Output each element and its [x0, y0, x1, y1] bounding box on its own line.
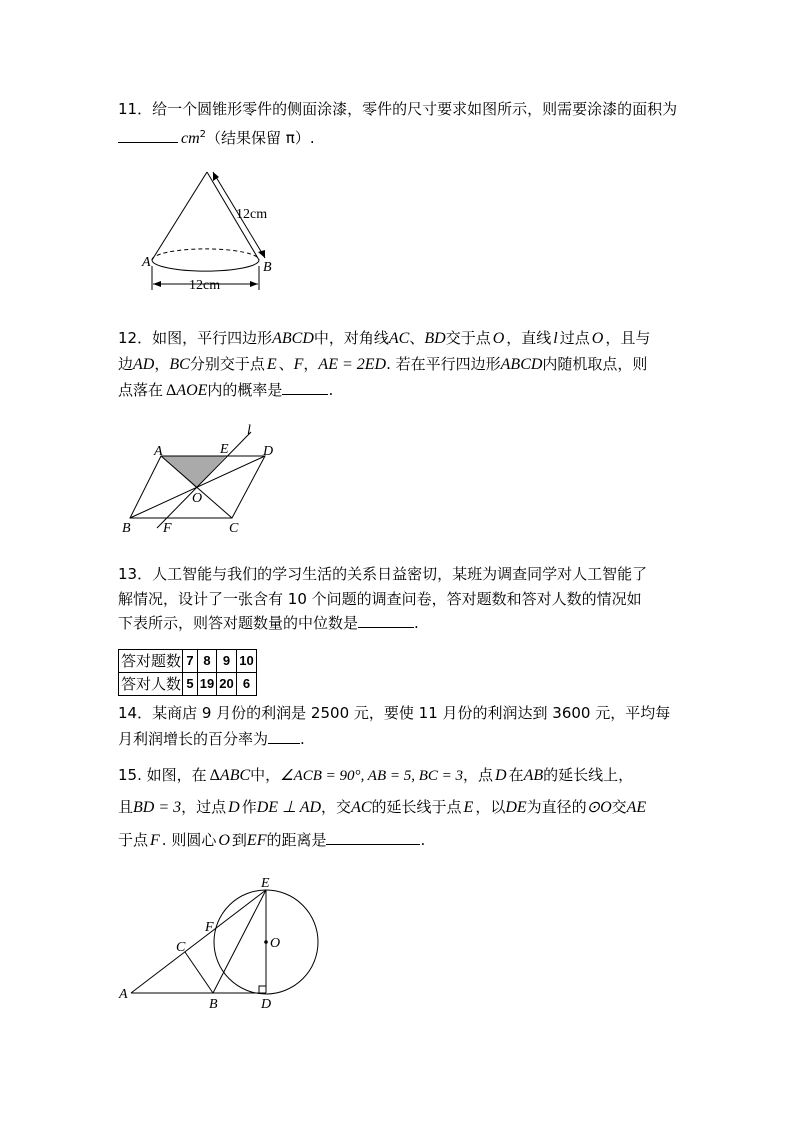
q12-text: 点落在	[118, 381, 164, 399]
circle-label-B: B	[209, 997, 218, 1012]
q15-math: ∠ACB = 90°	[280, 768, 361, 784]
q12-math: AOE	[176, 382, 208, 399]
q12-math: E	[266, 356, 277, 373]
table-cell: 8	[198, 650, 217, 673]
q12-line-1	[118, 328, 650, 349]
q12-text: 12．如图，平行四边形	[118, 329, 273, 347]
q12-math: O	[492, 330, 505, 347]
q12-text: ，且与	[605, 329, 651, 347]
q15-text: .	[420, 831, 426, 849]
q15-text: 中，	[250, 766, 281, 784]
table-cell: 7	[183, 650, 198, 673]
center-dot-O	[264, 940, 268, 944]
table-cell: 20	[217, 673, 237, 696]
q15-math: ⊙O	[586, 799, 612, 816]
q12-text: ，直线	[506, 329, 552, 347]
q15-math: AC	[351, 799, 372, 816]
q15-text: 且	[118, 798, 134, 816]
cone-base-back	[152, 249, 259, 260]
q12-math: BC	[169, 356, 190, 373]
q11-unit-sup: 2	[199, 129, 207, 140]
para-label-D: D	[263, 444, 274, 459]
para-label-O: O	[192, 491, 203, 506]
q15-text: 的延长线于点	[371, 798, 462, 816]
q15-text: 的延长线上，	[543, 766, 634, 784]
q15-text: 的距离是	[266, 831, 327, 849]
right-angle-mark	[259, 986, 266, 993]
q15-math: O	[218, 832, 230, 849]
q15-text: 到	[231, 831, 247, 849]
para-label-B: B	[122, 521, 131, 536]
table-cell: 10	[237, 650, 257, 673]
circle-label-D: D	[261, 997, 272, 1012]
q12-text: 中，对角线	[313, 329, 389, 347]
q15-math: D	[228, 799, 240, 816]
q12-text: 过点	[559, 329, 590, 347]
q15-text: 15. 如图，在	[118, 766, 207, 784]
q15-text: ，过点	[181, 798, 227, 816]
cone-figure	[141, 172, 272, 293]
circle-label-F: F	[205, 920, 214, 935]
q15-text: 作	[241, 798, 257, 816]
table-cell: 5	[183, 673, 198, 696]
q15-text: 于点	[118, 831, 149, 849]
q14-answer-blank[interactable]	[268, 729, 300, 744]
q14-line-2	[118, 729, 305, 749]
q13-data-table	[118, 649, 257, 696]
q12-text: 、	[278, 355, 294, 373]
shaded-triangle-AOE	[161, 456, 226, 488]
q15-math: AE	[626, 799, 647, 816]
q15-math: DE ⊥ AD	[256, 799, 322, 816]
cone-base-label: 12cm	[189, 278, 221, 293]
q15-text: ，以	[475, 798, 506, 816]
q12-text: .	[328, 381, 334, 399]
table-cell: 6	[237, 673, 257, 696]
segment-BC	[185, 952, 213, 993]
q15-text: ，交	[321, 798, 352, 816]
q11-tail: （结果保留 π）.	[206, 129, 315, 147]
q15-text: 在	[508, 766, 524, 784]
q12-answer-blank[interactable]	[282, 380, 328, 395]
cone-label-A: A	[142, 255, 151, 270]
q12-math: l	[553, 330, 558, 347]
table-header-people: 答对人数	[119, 673, 183, 696]
circle-label-C: C	[176, 940, 186, 955]
q15-text: 为直径的	[526, 798, 587, 816]
q15-math: DE	[505, 799, 527, 816]
q15-line-2	[118, 797, 646, 818]
table-cell: 9	[217, 650, 237, 673]
q12-math: BD	[424, 330, 446, 347]
q15-math: ABC	[219, 767, 251, 784]
q15-math: F	[150, 832, 160, 849]
cone-left-edge	[152, 172, 207, 260]
q15-math: Δ	[209, 767, 220, 784]
q15-line-1	[118, 765, 633, 786]
q11-text: 11．给一个圆锥形零件的侧面涂漆，零件的尺寸要求如图所示，则需要涂漆的面积为	[118, 100, 678, 118]
q12-math: Δ	[166, 382, 177, 399]
q15-math: BD = 3	[133, 799, 182, 816]
q12-math: AE = 2ED	[318, 356, 387, 373]
cone-label-B: B	[263, 260, 272, 275]
q15-math: , AB = 5, BC = 3	[360, 768, 464, 784]
q12-text: 交于点	[445, 329, 491, 347]
q12-text: 边	[118, 355, 134, 373]
circle-label-O: O	[270, 936, 281, 951]
circle-label-E: E	[261, 876, 270, 891]
para-label-l: l	[247, 423, 251, 438]
para-label-F: F	[163, 521, 172, 536]
q12-line-2	[118, 354, 647, 375]
para-label-E: E	[220, 442, 229, 457]
q13-text: .	[414, 614, 419, 632]
q14-line-1	[118, 703, 670, 723]
circle-label-A: A	[119, 987, 128, 1002]
q13-line-3	[118, 613, 419, 633]
q12-math: F	[293, 356, 304, 373]
table-row	[119, 650, 257, 673]
para-label-A: A	[154, 444, 163, 459]
parallelogram-figure	[122, 423, 273, 536]
q12-math: ABCD	[272, 330, 314, 347]
q12-math: AD	[133, 356, 155, 373]
line-BE	[213, 890, 266, 993]
q13-text: 13．人工智能与我们的学习生活的关系日益密切，某班为调查同学对人工智能了	[118, 565, 648, 583]
q12-text: . 若在平行四边形	[386, 355, 501, 373]
q14-text: 月利润增长的百分率为	[118, 730, 269, 748]
q15-math: AB	[523, 767, 544, 784]
q13-answer-blank[interactable]	[358, 613, 414, 628]
q13-text: 解情况，设计了一张含有 10 个问题的调查问卷，答对题数和答对人数的情况如	[118, 590, 642, 608]
table-header-questions: 答对题数	[119, 650, 183, 673]
q14-text: 14．某商店 9 月份的利润是 2500 元，要使 11 月份的利润达到 3600 元，平均每	[118, 704, 671, 722]
q14-text: .	[300, 730, 305, 748]
q12-text: ，	[303, 355, 319, 373]
q15-math: D	[495, 767, 507, 784]
cone-base-front	[152, 260, 259, 271]
para-label-C: C	[229, 521, 239, 536]
cone-slant-label: 12cm	[236, 207, 268, 222]
q12-line-3	[118, 380, 333, 401]
q13-line-1	[118, 564, 647, 584]
q15-math: E	[463, 799, 474, 816]
q12-text: 内随机取点，则	[542, 355, 648, 373]
q12-math: ABCD	[500, 356, 543, 373]
table-cell: 19	[198, 673, 217, 696]
q13-line-2	[118, 589, 642, 609]
line-l	[157, 432, 251, 528]
base-arrow-right	[250, 281, 258, 287]
q15-text: . 则圆心	[161, 831, 217, 849]
q12-text: 分别交于点	[189, 355, 265, 373]
q12-text: 、	[409, 329, 425, 347]
q12-math: AC	[388, 330, 410, 347]
q12-text: 内的概率是	[207, 381, 283, 399]
q15-line-3	[118, 830, 425, 851]
q15-text: 交	[611, 798, 627, 816]
q12-text: ，	[154, 355, 170, 373]
line-AE	[131, 890, 266, 993]
table-row	[119, 673, 257, 696]
q15-math: EF	[246, 832, 267, 849]
q11-unit: cm	[181, 130, 200, 147]
q12-math: O	[591, 330, 604, 347]
base-arrow-left	[153, 281, 161, 287]
slant-arrow-bottom	[258, 250, 265, 258]
q13-text: 下表所示，则答对题数量的中位数是	[118, 614, 359, 632]
circle-figure	[118, 876, 318, 1012]
q15-answer-blank[interactable]	[326, 830, 420, 845]
q15-text: ，点	[463, 766, 494, 784]
